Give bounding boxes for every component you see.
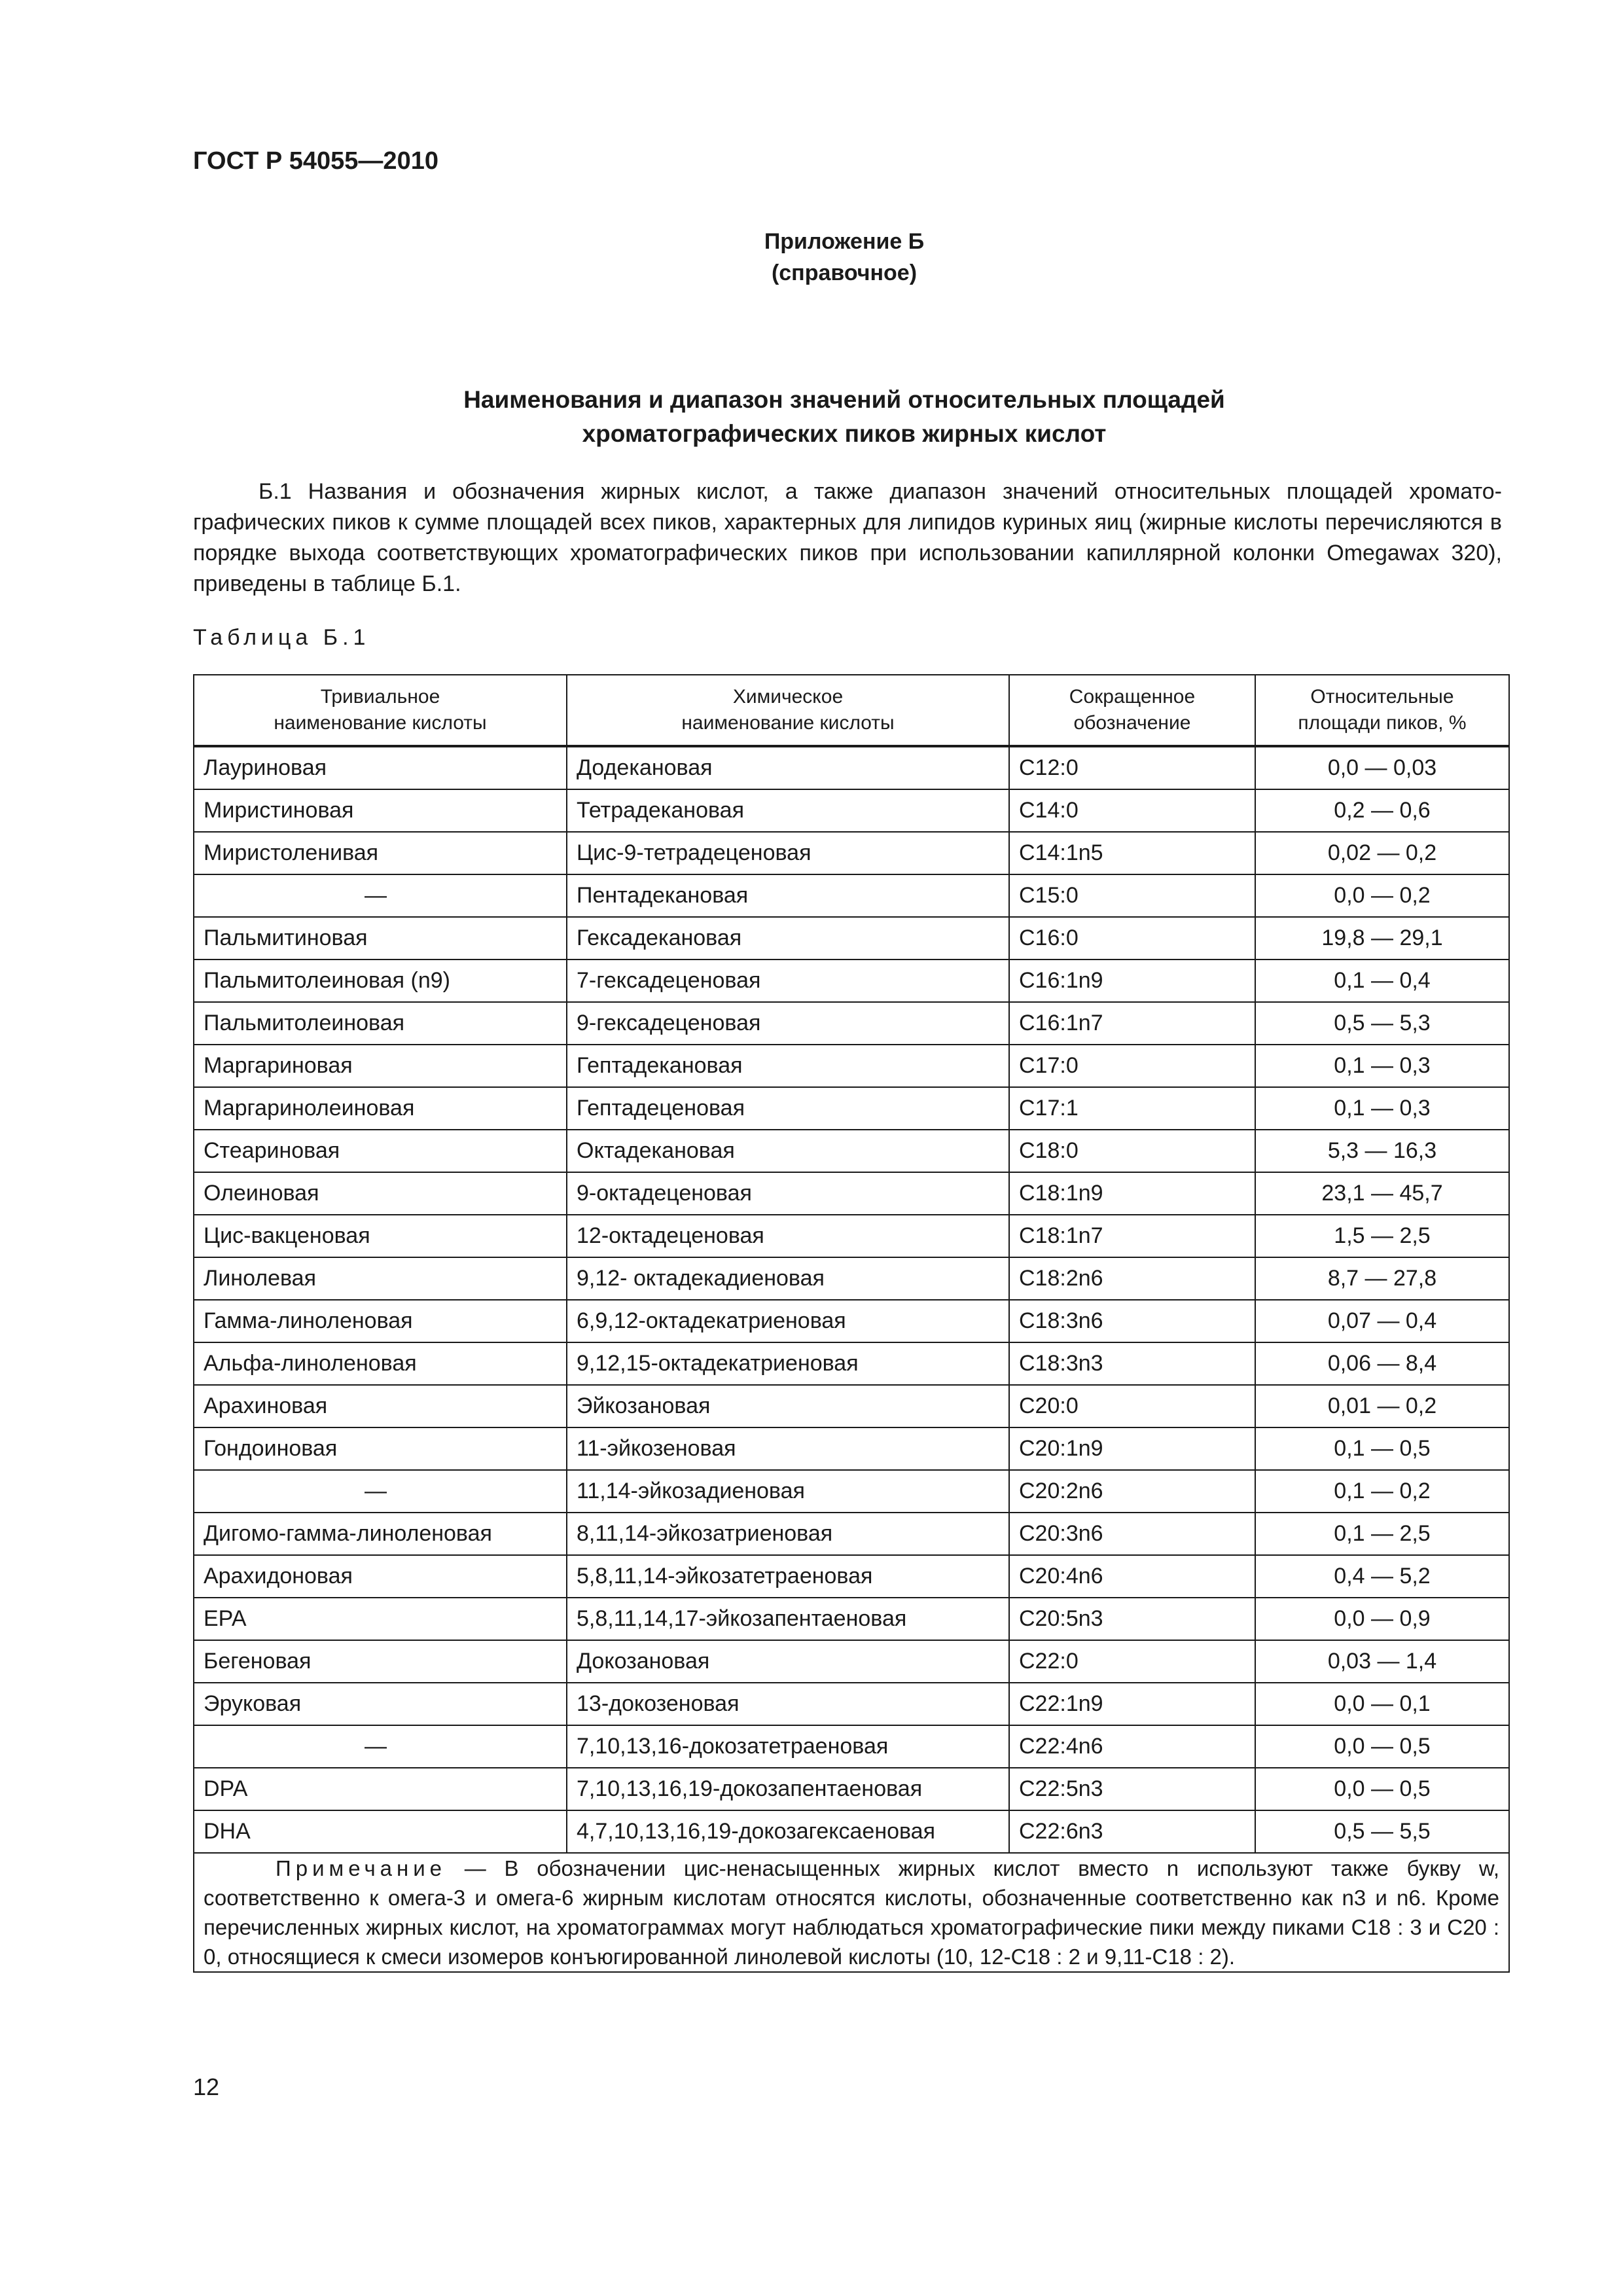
- note-label: Примечание: [276, 1856, 447, 1880]
- trivial-name-cell: Гондоиновая: [194, 1427, 567, 1470]
- column-header-chemical-name: [567, 675, 1009, 746]
- trivial-name-cell: Олеиновая: [194, 1172, 567, 1215]
- short-designation-cell: C14:1n5: [1009, 832, 1255, 874]
- table-row: [194, 1300, 1509, 1342]
- column-header-trivial-name: [194, 675, 567, 746]
- table-row: [194, 1598, 1509, 1640]
- table-row: [194, 1640, 1509, 1683]
- short-designation-cell: C22:1n9: [1009, 1683, 1255, 1725]
- relative-area-cell: 0,0 — 0,9: [1255, 1598, 1509, 1640]
- table-row: [194, 1130, 1509, 1172]
- page-number: 12: [193, 2073, 220, 2100]
- relative-area-cell: 0,0 — 0,1: [1255, 1683, 1509, 1725]
- table-row: [194, 746, 1509, 789]
- relative-area-cell: 0,1 — 0,3: [1255, 1045, 1509, 1087]
- relative-area-cell: 0,02 — 0,2: [1255, 832, 1509, 874]
- short-designation-cell: C16:0: [1009, 917, 1255, 960]
- relative-area-cell: 19,8 — 29,1: [1255, 917, 1509, 960]
- short-designation-cell: C20:1n9: [1009, 1427, 1255, 1470]
- trivial-name-cell: Гамма-линоленовая: [194, 1300, 567, 1342]
- trivial-name-cell: Цис-вакценовая: [194, 1215, 567, 1257]
- chemical-name-cell: Гептадеценовая: [567, 1087, 1009, 1130]
- short-designation-cell: C22:6n3: [1009, 1810, 1255, 1853]
- trivial-name-cell: Маргариновая: [194, 1045, 567, 1087]
- fatty-acids-table: [193, 674, 1510, 1973]
- short-designation-cell: C16:1n7: [1009, 1002, 1255, 1045]
- short-designation-cell: C20:4n6: [1009, 1555, 1255, 1598]
- trivial-name-cell: Стеариновая: [194, 1130, 567, 1172]
- relative-area-cell: 0,06 — 8,4: [1255, 1342, 1509, 1385]
- table-row: [194, 1470, 1509, 1513]
- chemical-name-cell: 7,10,13,16,19-докозапентаеновая: [567, 1768, 1009, 1810]
- chemical-name-cell: Гексадекановая: [567, 917, 1009, 960]
- chemical-name-cell: 8,11,14-эйкозатриеновая: [567, 1513, 1009, 1555]
- short-designation-cell: C17:1: [1009, 1087, 1255, 1130]
- table-row: [194, 1725, 1509, 1768]
- short-designation-cell: C20:2n6: [1009, 1470, 1255, 1513]
- trivial-name-cell: Эруковая: [194, 1683, 567, 1725]
- short-designation-cell: C18:0: [1009, 1130, 1255, 1172]
- relative-area-cell: 0,1 — 0,5: [1255, 1427, 1509, 1470]
- chemical-name-cell: Гептадекановая: [567, 1045, 1009, 1087]
- table-row: [194, 1513, 1509, 1555]
- short-designation-cell: C18:1n7: [1009, 1215, 1255, 1257]
- chemical-name-cell: Додекановая: [567, 746, 1009, 789]
- appendix-heading: [0, 226, 1623, 289]
- trivial-name-cell: Миристоленивая: [194, 832, 567, 874]
- table-row: [194, 832, 1509, 874]
- header-line: Тривиальное: [320, 686, 440, 708]
- header-line: Сокращенное: [1069, 686, 1196, 708]
- relative-area-cell: 0,0 — 0,2: [1255, 874, 1509, 917]
- chemical-name-cell: 5,8,11,14,17-эйкозапентаеновая: [567, 1598, 1009, 1640]
- relative-area-cell: 0,5 — 5,3: [1255, 1002, 1509, 1045]
- header-line: площади пиков, %: [1298, 712, 1467, 734]
- relative-area-cell: 0,1 — 2,5: [1255, 1513, 1509, 1555]
- trivial-name-cell: —: [194, 1470, 567, 1513]
- table-row: [194, 1342, 1509, 1385]
- relative-area-cell: 0,1 — 0,3: [1255, 1087, 1509, 1130]
- relative-area-cell: 8,7 — 27,8: [1255, 1257, 1509, 1300]
- chemical-name-cell: 11-эйкозеновая: [567, 1427, 1009, 1470]
- relative-area-cell: 0,4 — 5,2: [1255, 1555, 1509, 1598]
- column-header-relative-area: [1255, 675, 1509, 746]
- appendix-type: (справочное): [771, 260, 918, 285]
- table-row: [194, 1683, 1509, 1725]
- short-designation-cell: C22:0: [1009, 1640, 1255, 1683]
- trivial-name-cell: Арахидоновая: [194, 1555, 567, 1598]
- short-designation-cell: C22:5n3: [1009, 1768, 1255, 1810]
- chemical-name-cell: 9,12,15-октадекатриеновая: [567, 1342, 1009, 1385]
- chemical-name-cell: Тетрадекановая: [567, 789, 1009, 832]
- header-line: обозначение: [1073, 712, 1191, 734]
- trivial-name-cell: EPA: [194, 1598, 567, 1640]
- short-designation-cell: C12:0: [1009, 746, 1255, 789]
- column-header-short-designation: [1009, 675, 1255, 746]
- short-designation-cell: C18:3n3: [1009, 1342, 1255, 1385]
- short-designation-cell: C15:0: [1009, 874, 1255, 917]
- chemical-name-cell: 5,8,11,14-эйкозатетраеновая: [567, 1555, 1009, 1598]
- chemical-name-cell: 4,7,10,13,16,19-докозагексаеновая: [567, 1810, 1009, 1853]
- table-row: [194, 1555, 1509, 1598]
- trivial-name-cell: Миристиновая: [194, 789, 567, 832]
- short-designation-cell: C20:0: [1009, 1385, 1255, 1427]
- chemical-name-cell: 9-октадеценовая: [567, 1172, 1009, 1215]
- table-row: [194, 1087, 1509, 1130]
- short-designation-cell: C18:3n6: [1009, 1300, 1255, 1342]
- short-designation-cell: C16:1n9: [1009, 960, 1255, 1002]
- header-line: наименование кислоты: [274, 712, 487, 734]
- table-row: [194, 1385, 1509, 1427]
- trivial-name-cell: Бегеновая: [194, 1640, 567, 1683]
- relative-area-cell: 1,5 — 2,5: [1255, 1215, 1509, 1257]
- note-text: — В обозначении цис-ненасыщенных жирных кислот вместо n используют также букву w, соответственно к омега-3 и омега-6 жирным кислотам относятся кислоты, обозначенные соответственно как n3 и n6. Кроме перечисленных жирных кислот, на хроматограммах могут наблюдаться хроматографические пики между пиками С18 : 3 и С20 : 0, относящиеся к смеси изомеров конъюгированной линолевой кислоты (10, 12-С18 : 2 и 9,11-С18 : 2).: [204, 1856, 1499, 1969]
- appendix-label: Приложение Б: [764, 229, 925, 254]
- document-title: [0, 383, 1623, 451]
- table-row: [194, 960, 1509, 1002]
- table-header-row: [194, 675, 1509, 746]
- trivial-name-cell: Альфа-линоленовая: [194, 1342, 567, 1385]
- chemical-name-cell: 6,9,12-октадекатриеновая: [567, 1300, 1009, 1342]
- table-row: [194, 1768, 1509, 1810]
- table-row: [194, 874, 1509, 917]
- chemical-name-cell: 7,10,13,16-докозатетраеновая: [567, 1725, 1009, 1768]
- trivial-name-cell: Линолевая: [194, 1257, 567, 1300]
- table-row: [194, 1172, 1509, 1215]
- title-line-1: Наименования и диапазон значений относительных площадей: [463, 386, 1225, 413]
- chemical-name-cell: Цис-9-тетрадеценовая: [567, 832, 1009, 874]
- table-row: [194, 917, 1509, 960]
- table-row: [194, 1002, 1509, 1045]
- chemical-name-cell: 13-докозеновая: [567, 1683, 1009, 1725]
- table-body: [194, 746, 1509, 1972]
- gost-code-header: ГОСТ Р 54055—2010: [193, 147, 438, 175]
- table-note: [194, 1853, 1509, 1972]
- table-row: [194, 1215, 1509, 1257]
- short-designation-cell: C17:0: [1009, 1045, 1255, 1087]
- chemical-name-cell: Октадекановая: [567, 1130, 1009, 1172]
- short-designation-cell: C14:0: [1009, 789, 1255, 832]
- trivial-name-cell: Пальмитолеиновая: [194, 1002, 567, 1045]
- trivial-name-cell: —: [194, 1725, 567, 1768]
- chemical-name-cell: 7-гексадеценовая: [567, 960, 1009, 1002]
- table-note-row: [194, 1853, 1509, 1972]
- title-line-2: хроматографических пиков жирных кислот: [582, 420, 1107, 447]
- table-row: [194, 1257, 1509, 1300]
- trivial-name-cell: Лауриновая: [194, 746, 567, 789]
- intro-paragraph: Б.1 Названия и обозначения жирных кислот, а также диапазон значений относительных площадей хроматографических пиков к сумме площадей всех пиков, характерных для липидов куриных яиц (жирные кислоты перечисляются в порядке выхода соответствующих хроматографических пиков при использовании капиллярной колонки Omegawax 320), приведены в таблице Б.1.: [193, 479, 1502, 596]
- chemical-name-cell: 11,14-эйкозадиеновая: [567, 1470, 1009, 1513]
- table-row: [194, 1045, 1509, 1087]
- table-row: [194, 1810, 1509, 1853]
- header-line: Относительные: [1310, 686, 1454, 708]
- table-row: [194, 1427, 1509, 1470]
- relative-area-cell: 0,2 — 0,6: [1255, 789, 1509, 832]
- trivial-name-cell: Маргаринолеиновая: [194, 1087, 567, 1130]
- trivial-name-cell: Арахиновая: [194, 1385, 567, 1427]
- table-row: [194, 789, 1509, 832]
- relative-area-cell: 0,0 — 0,5: [1255, 1768, 1509, 1810]
- short-designation-cell: C18:2n6: [1009, 1257, 1255, 1300]
- relative-area-cell: 5,3 — 16,3: [1255, 1130, 1509, 1172]
- trivial-name-cell: DPA: [194, 1768, 567, 1810]
- short-designation-cell: C18:1n9: [1009, 1172, 1255, 1215]
- header-line: наименование кислоты: [681, 712, 895, 734]
- table-caption: Таблица Б.1: [193, 625, 370, 650]
- trivial-name-cell: DHA: [194, 1810, 567, 1853]
- chemical-name-cell: Пентадекановая: [567, 874, 1009, 917]
- relative-area-cell: 0,1 — 0,2: [1255, 1470, 1509, 1513]
- chemical-name-cell: 9,12- октадекадиеновая: [567, 1257, 1009, 1300]
- trivial-name-cell: —: [194, 874, 567, 917]
- relative-area-cell: 0,01 — 0,2: [1255, 1385, 1509, 1427]
- short-designation-cell: C20:5n3: [1009, 1598, 1255, 1640]
- trivial-name-cell: Дигомо-гамма-линоленовая: [194, 1513, 567, 1555]
- short-designation-cell: C20:3n6: [1009, 1513, 1255, 1555]
- relative-area-cell: 0,1 — 0,4: [1255, 960, 1509, 1002]
- header-line: Химическое: [732, 686, 844, 708]
- relative-area-cell: 0,0 — 0,5: [1255, 1725, 1509, 1768]
- trivial-name-cell: Пальмитолеиновая (n9): [194, 960, 567, 1002]
- relative-area-cell: 0,5 — 5,5: [1255, 1810, 1509, 1853]
- relative-area-cell: 0,0 — 0,03: [1255, 746, 1509, 789]
- short-designation-cell: C22:4n6: [1009, 1725, 1255, 1768]
- chemical-name-cell: Докозановая: [567, 1640, 1009, 1683]
- trivial-name-cell: Пальмитиновая: [194, 917, 567, 960]
- chemical-name-cell: 9-гексадеценовая: [567, 1002, 1009, 1045]
- chemical-name-cell: 12-октадеценовая: [567, 1215, 1009, 1257]
- relative-area-cell: 23,1 — 45,7: [1255, 1172, 1509, 1215]
- relative-area-cell: 0,03 — 1,4: [1255, 1640, 1509, 1683]
- chemical-name-cell: Эйкозановая: [567, 1385, 1009, 1427]
- relative-area-cell: 0,07 — 0,4: [1255, 1300, 1509, 1342]
